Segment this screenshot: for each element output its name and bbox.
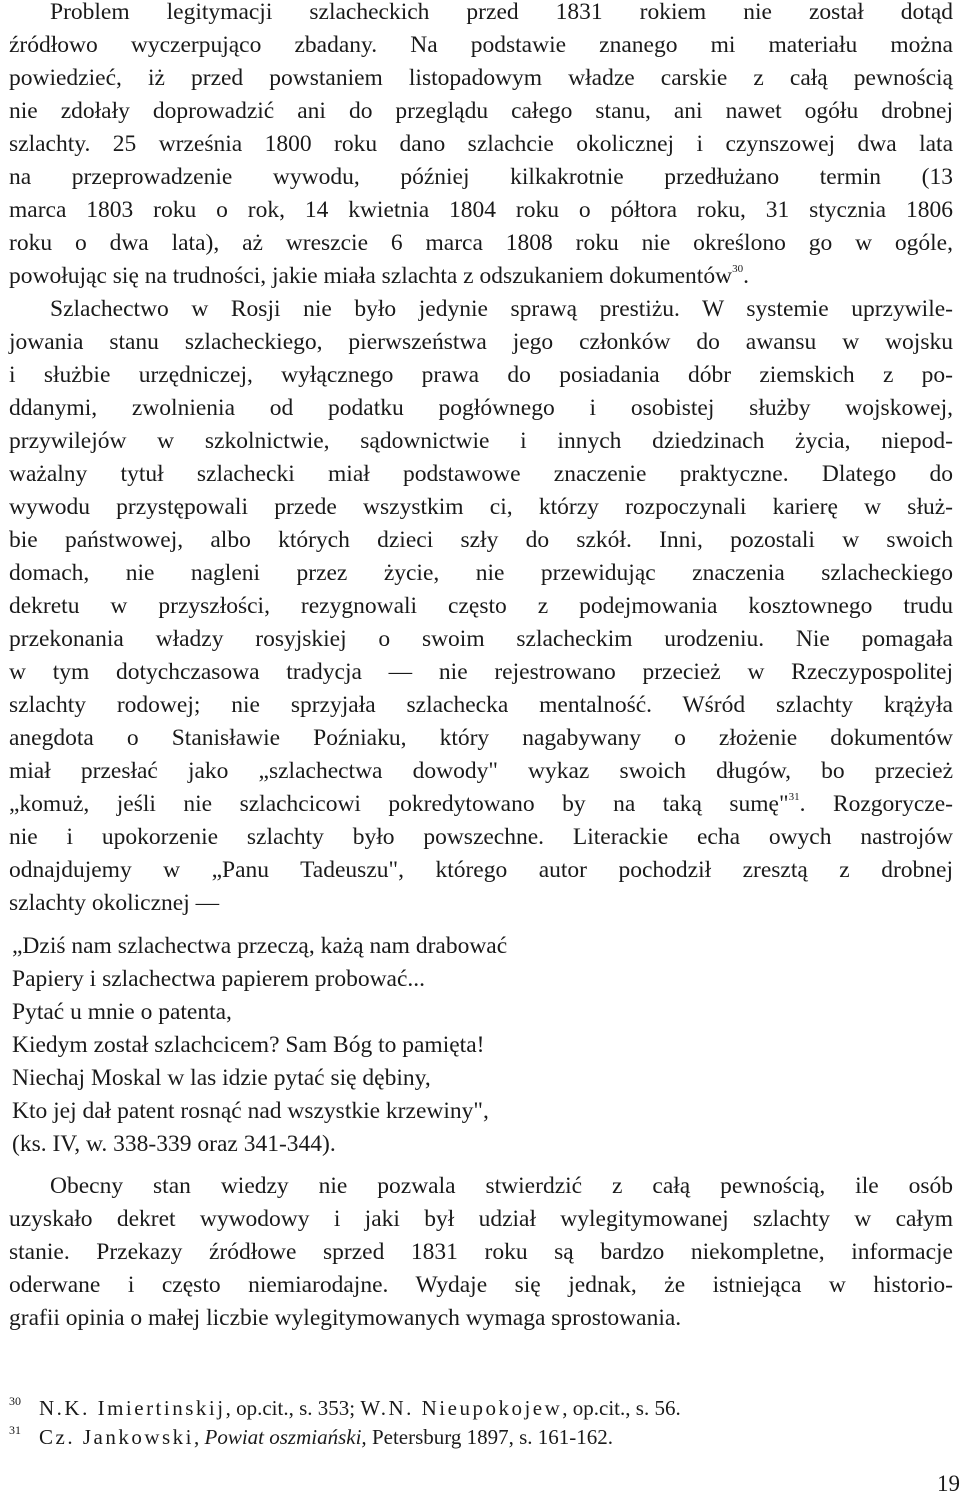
footnote-author: W.N. Nieupokojew [360, 1396, 563, 1420]
text-line: miał przesłać jako „szlachectwa dowody" wykaz swoich długów, bo przecież [9, 758, 953, 784]
footnote-number: 31 [9, 1423, 21, 1437]
text-line: w tym dotychczasowa tradycja — nie rejestrowano przecież w Rzeczypospolitej [9, 659, 953, 685]
text-line: oderwane i często niemiarodajne. Wydaje się jednak, że istniejąca w historio- [9, 1272, 953, 1298]
text-line-with-footnote-ref [9, 788, 953, 821]
verse-line: Pytać u mnie o patenta, [12, 999, 232, 1025]
text-line: na przeprowadzenie wywodu, później kilkakrotnie przedłużano termin (13 [9, 164, 953, 190]
text-line: szlachty okolicznej — [9, 890, 220, 916]
footnote-text: Petersburg 1897, s. 161-162. [366, 1425, 614, 1449]
text-line: roku o dwa lata), aż wreszcie 6 marca 1808 roku nie określono go w ogóle, [9, 230, 953, 256]
text-line: ważalny tytuł szlachecki miał podstawowe znaczenie praktyczne. Dlatego do [9, 461, 953, 487]
text-line: uzyskało dekret wywodowy i jaki był udział wylegitymowanej szlachty w całym [9, 1206, 953, 1232]
footnote-text: , [194, 1425, 205, 1449]
text-line: grafii opinia o małej liczbie wylegitymowanych wymaga sprostowania. [9, 1305, 682, 1331]
text-line-with-footnote-ref [9, 260, 953, 293]
footnote-ref-30[interactable]: 30 [732, 263, 744, 275]
footnote-author: N.K. Imiertinskij [39, 1396, 226, 1420]
text-line: Problem legitymacji szlacheckich przed 1831 rokiem nie został dotąd [50, 0, 953, 25]
verse-line: Kto jej dał patent rosnąć nad wszystkie krzewiny", [12, 1098, 489, 1124]
text-line: jowania stanu szlacheckiego, pierwszeństwa jego członków do awansu w wojsku [9, 329, 953, 355]
text-line: Obecny stan wiedzy nie pozwala stwierdzić z całą pewnością, ile osób [50, 1173, 953, 1199]
footnote-ref-31[interactable]: 31 [788, 791, 800, 803]
text-line: marca 1803 roku o rok, 14 kwietnia 1804 roku o półtora roku, 31 stycznia 1806 [9, 197, 953, 223]
page-number: 19 [937, 1471, 960, 1496]
text-line: przywilejów w szkolnictwie, sądownictwie i innych dziedzinach życia, niepod- [9, 428, 953, 454]
verse-line: Kiedym został szlachcicem? Sam Bóg to pamięta! [12, 1032, 485, 1058]
text-line: nie zdołały doprowadzić ani do przeglądu całego stanu, ani nawet ogółu drobnej [9, 98, 953, 124]
text-line: bie państwowej, albo których dzieci szły do szkół. Inni, pozostali w swoich [9, 527, 953, 553]
text-line: szlachty rodowej; nie sprzyjała szlachecka mentalność. Wśród szlachty krążyła [9, 692, 953, 718]
text-line: Szlachectwo w Rosji nie było jedynie sprawą prestiżu. W systemie uprzywile- [50, 296, 953, 322]
text-line: źródłowo wyczerpująco zbadany. Na podstawie znanego mi materiału można [9, 32, 953, 58]
text-line: ddanymi, zwolnienia od podatku pogłównego i osobistej służby wojskowej, [9, 395, 953, 421]
footnote-title: Powiat oszmiański, [204, 1425, 367, 1449]
verse-line: Papiery i szlachectwa papierem probować... [12, 966, 426, 992]
footnote-text: , op.cit., s. 56. [562, 1396, 681, 1420]
line-text: powołując się na trudności, jakie miała szlachta z odszukaniem dokumentów [9, 263, 733, 289]
verse-citation: (ks. IV, w. 338-339 oraz 341-344). [12, 1131, 336, 1157]
line-tail: . Rozgorycze- [799, 791, 953, 817]
line-tail: . [743, 263, 749, 289]
line-text: „komuż, jeśli nie szlachcicowi pokredytowano by na taką sumę" [9, 791, 789, 817]
text-line: szlachty. 25 września 1800 roku dano szlachcie okolicznej i czynszowej dwa lata [9, 131, 953, 157]
text-line: odnajdujemy w „Panu Tadeuszu", którego autor pochodził zresztą z drobnej [9, 857, 953, 883]
text-line: powiedzieć, iż przed powstaniem listopadowym władze carskie z całą pewnością [9, 65, 953, 91]
footnote-31 [9, 1416, 613, 1451]
text-line: dekretu w przyszłości, rezygnowali często z podejmowania kosztownego trudu [9, 593, 953, 619]
text-line: domach, nie nagleni przez życie, nie przewidując znaczenia szlacheckiego [9, 560, 953, 586]
footnote-number: 30 [9, 1394, 21, 1408]
text-line: stanie. Przekazy źródłowe sprzed 1831 roku są bardzo niekompletne, informacje [9, 1239, 953, 1265]
text-line: wywodu przystępowali przede wszystkim ci, którzy rozpoczynali karierę w służ- [9, 494, 953, 520]
text-line: i służbie urzędniczej, wyłącznego prawa do posiadania dóbr ziemskich z po- [9, 362, 953, 388]
text-line: przekonania władzy rosyjskiej o swoim szlacheckim urodzeniu. Nie pomagała [9, 626, 953, 652]
verse-line: „Dziś nam szlachectwa przeczą, każą nam drabować [12, 933, 508, 959]
text-line: anegdota o Stanisławie Poźniaku, który nagabywany o złożenie dokumentów [9, 725, 953, 751]
verse-line: Niechaj Moskal w las idzie pytać się dębiny, [12, 1065, 431, 1091]
footnote-text: , op.cit., s. 353; [225, 1396, 361, 1420]
text-line: nie i upokorzenie szlachty było powszechne. Literackie echa owych nastrojów [9, 824, 953, 850]
footnote-author: Cz. Jankowski [39, 1425, 194, 1449]
